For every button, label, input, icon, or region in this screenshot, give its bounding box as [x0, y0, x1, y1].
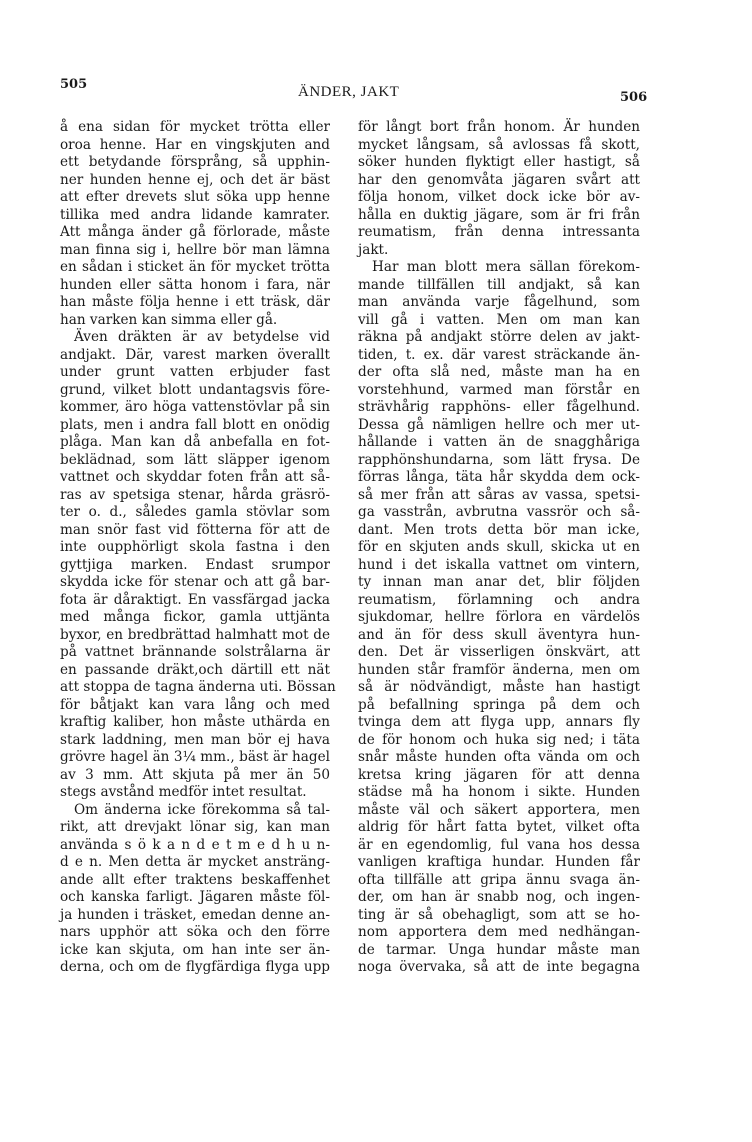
page-header [0, 0, 752, 110]
text-line: och kanska farligt. Jägaren måste föl- [60, 889, 330, 905]
text-line: så mer från att såras av vassa, spetsi- [358, 486, 640, 503]
page-number-right: 506 [620, 90, 648, 105]
text-line: följa honom, vilket dock icke bör av- [358, 189, 640, 205]
text-line: ga vasstrån, avbrutna vassrör och så- [358, 504, 640, 520]
text-line: kretsa kring jägaren för att denna [358, 766, 640, 783]
text-line: noga övervaka, så att de inte begagna [358, 959, 640, 975]
text-line: man finna sig i, hellre bör man lämna [60, 241, 330, 258]
text-line: derna, och om de flygfärdiga flyga upp [60, 959, 330, 975]
text-line: med många fickor, gamla uttjänta [60, 609, 330, 625]
text-line: räkna på andjakt större delen av jakt- [358, 329, 640, 345]
text-line: plåga. Man kan då anbefalla en fot- [60, 434, 330, 450]
text-line: der ofta slå ned, måste man ha en [358, 364, 640, 380]
text-line: städse må ha honom i sikte. Hunden [358, 784, 640, 800]
text-line: inte oupphörligt skola fastna i den [60, 539, 330, 555]
text-line: av 3 mm. Att skjuta på mer än 50 [60, 766, 330, 783]
text-line: byxor, en bredbrättad halmhatt mot de [60, 626, 330, 643]
text-line: ande allt efter traktens beskaffenhet [60, 871, 330, 888]
text-line: mande tillfällen till andjakt, så kan [358, 276, 640, 293]
right-text-column [358, 119, 640, 977]
text-line: Även dräkten är av betydelse vid [74, 329, 330, 345]
text-line: tvinga dem att flyga upp, annars fly [358, 714, 640, 730]
text-line: å ena sidan för mycket trötta eller [60, 119, 330, 135]
text-line: är en egendomlig, ful vana hos dessa [358, 836, 640, 853]
text-line: ty innan man anar det, blir följden [358, 574, 640, 590]
text-line: Om änderna icke förekomma så tal- [74, 801, 330, 818]
text-line: oroa henne. Har en vingskjuten and [60, 136, 330, 153]
text-line: nom apportera dem med nedhängan- [358, 924, 640, 940]
text-line: rikt, att drevjakt lönar sig, kan man [60, 819, 330, 835]
text-line: ja hunden i träsket, emedan denne an- [60, 906, 330, 923]
text-line: han varken kan simma eller gå. [60, 311, 278, 328]
text-line: and än för dess skull äventyra hun- [358, 626, 640, 643]
text-line: aldrig för hårt fatta bytet, vilket ofta [358, 819, 640, 835]
text-line: den. Det är visserligen önskvärt, att [358, 644, 640, 660]
text-line: vill gå i vatten. Men om man kan [358, 311, 640, 328]
text-line: vorstehhund, varmed man förstår en [358, 381, 640, 398]
text-line: ner hunden henne ej, och det är bäst [60, 171, 330, 188]
text-line: hålla en duktig jägare, som är fri från [358, 206, 640, 223]
text-line: för en skjuten ands skull, skicka ut en [358, 539, 640, 555]
text-line: icke kan skjuta, om han inte ser än- [60, 941, 330, 958]
text-line: d e n. Men detta är mycket ansträng- [60, 854, 330, 870]
text-line: Dessa gå nämligen hellre och mer ut- [358, 416, 640, 433]
text-line: söker hunden flyktigt eller hastigt, så [358, 154, 640, 170]
text-line: ter o. d., således gamla stövlar som [60, 504, 330, 520]
text-line: stegs avstånd medför intet resultat. [60, 784, 307, 800]
text-line: en passande dräkt,och därtill ett nät [60, 661, 330, 678]
text-line: så är nödvändigt, måste han hastigt [358, 679, 640, 695]
text-line: han måste följa henne i ett träsk, där [60, 294, 330, 310]
text-line: vattnet och skyddar foten från att så- [60, 469, 330, 485]
page-number-left: 505 [60, 77, 88, 92]
text-line: man snör fast vid fötterna för att de [60, 521, 330, 538]
text-line: en sådan i sticket än för mycket trötta [60, 259, 330, 275]
text-line: strävhårig rapphöns- eller fågelhund. [358, 399, 640, 415]
text-line: på befallning springa på dem och [358, 696, 640, 713]
text-line: andjakt. Där, varest marken överallt [60, 346, 330, 363]
text-line: plats, men i andra fall blott en onödig [60, 416, 330, 433]
text-line: Att många änder gå förlorade, måste [60, 224, 330, 240]
text-line: gyttjiga marken. Endast srumpor [60, 556, 330, 573]
text-line: reumatism, förlamning och andra [358, 591, 640, 608]
text-line: ett betydande försprång, så upphin- [60, 154, 330, 170]
text-line: der, om han är snabb nog, och ingen- [358, 889, 640, 905]
text-line: reumatism, från denna intressanta [358, 224, 640, 240]
text-line: vanligen kraftiga hundar. Hunden får [358, 854, 640, 870]
text-line: dant. Men trots detta bör man icke, [358, 521, 640, 538]
text-line: sjukdomar, hellre förlora en värdelös [358, 609, 640, 625]
text-line: under grunt vatten erbjuder fast [60, 364, 330, 380]
text-line: ting är så obehagligt, som att se ho- [358, 906, 640, 923]
text-line: mycket långsam, så avlossas få skott, [358, 136, 640, 153]
text-line: grövre hagel än 3¼ mm., bäst är hagel [60, 749, 330, 765]
text-line: nars upphör att söka och den förre [60, 924, 330, 940]
text-line: kommer, äro höga vattenstövlar på sin [60, 399, 330, 415]
text-line: hunden står framför änderna, men om [358, 661, 640, 678]
text-line: har den genomvåta jägaren svårt att [358, 171, 640, 188]
text-line: de för honom och huka sig ned; i täta [358, 731, 640, 748]
text-line: för båtjakt kan vara lång och med [60, 696, 330, 713]
text-line: grund, vilket blott undantagsvis före- [60, 381, 330, 398]
text-line: tillika med andra lidande kamrater. [60, 206, 330, 223]
running-title: ÄNDER, JAKT [298, 84, 400, 100]
text-line: på vattnet brännande solstrålarna är [60, 644, 330, 660]
text-line: hunden eller sätta honom i fara, när [60, 276, 330, 293]
text-line: för långt bort från honom. Är hunden [358, 119, 640, 135]
text-line: tiden, t. ex. där varest sträckande än- [358, 346, 640, 363]
text-line: ofta tillfälle att gripa ännu svaga än- [358, 871, 640, 888]
text-line: att stoppa de tagna änderna uti. Bössan [60, 679, 336, 695]
text-line: Har man blott mera sällan förekom- [372, 259, 640, 275]
text-line: ras av spetsiga stenar, hårda gräsrö- [60, 486, 330, 503]
text-line: snår måste hunden ofta vända om och [358, 749, 640, 765]
text-line: hund i det iskalla vattnet om vintern, [358, 556, 640, 573]
text-line: de tarmar. Unga hundar måste man [358, 941, 640, 958]
text-line: förras långa, täta hår skydda dem ock- [358, 469, 640, 485]
text-line: skydda icke för stenar och att gå bar- [60, 574, 330, 590]
text-line: stark laddning, men man bör ej hava [60, 731, 330, 748]
text-line: fota är dåraktigt. En vassfärgad jacka [60, 591, 330, 608]
text-line: kraftig kaliber, hon måste uthärda en [60, 714, 330, 730]
text-line: man använda varje fågelhund, som [358, 294, 640, 310]
text-line: använda s ö k a n d e t m e d h u n- [60, 836, 330, 853]
text-line: måste väl och säkert apportera, men [358, 801, 640, 818]
text-line: att efter drevets slut söka upp henne [60, 189, 330, 205]
left-text-column [60, 119, 336, 977]
text-line: hållande i vatten än de snagghåriga [358, 434, 640, 450]
text-line: jakt. [358, 241, 389, 258]
text-line: rapphönshundarna, som lätt frysa. De [358, 451, 640, 468]
text-line: beklädnad, som lätt släpper igenom [60, 451, 330, 468]
